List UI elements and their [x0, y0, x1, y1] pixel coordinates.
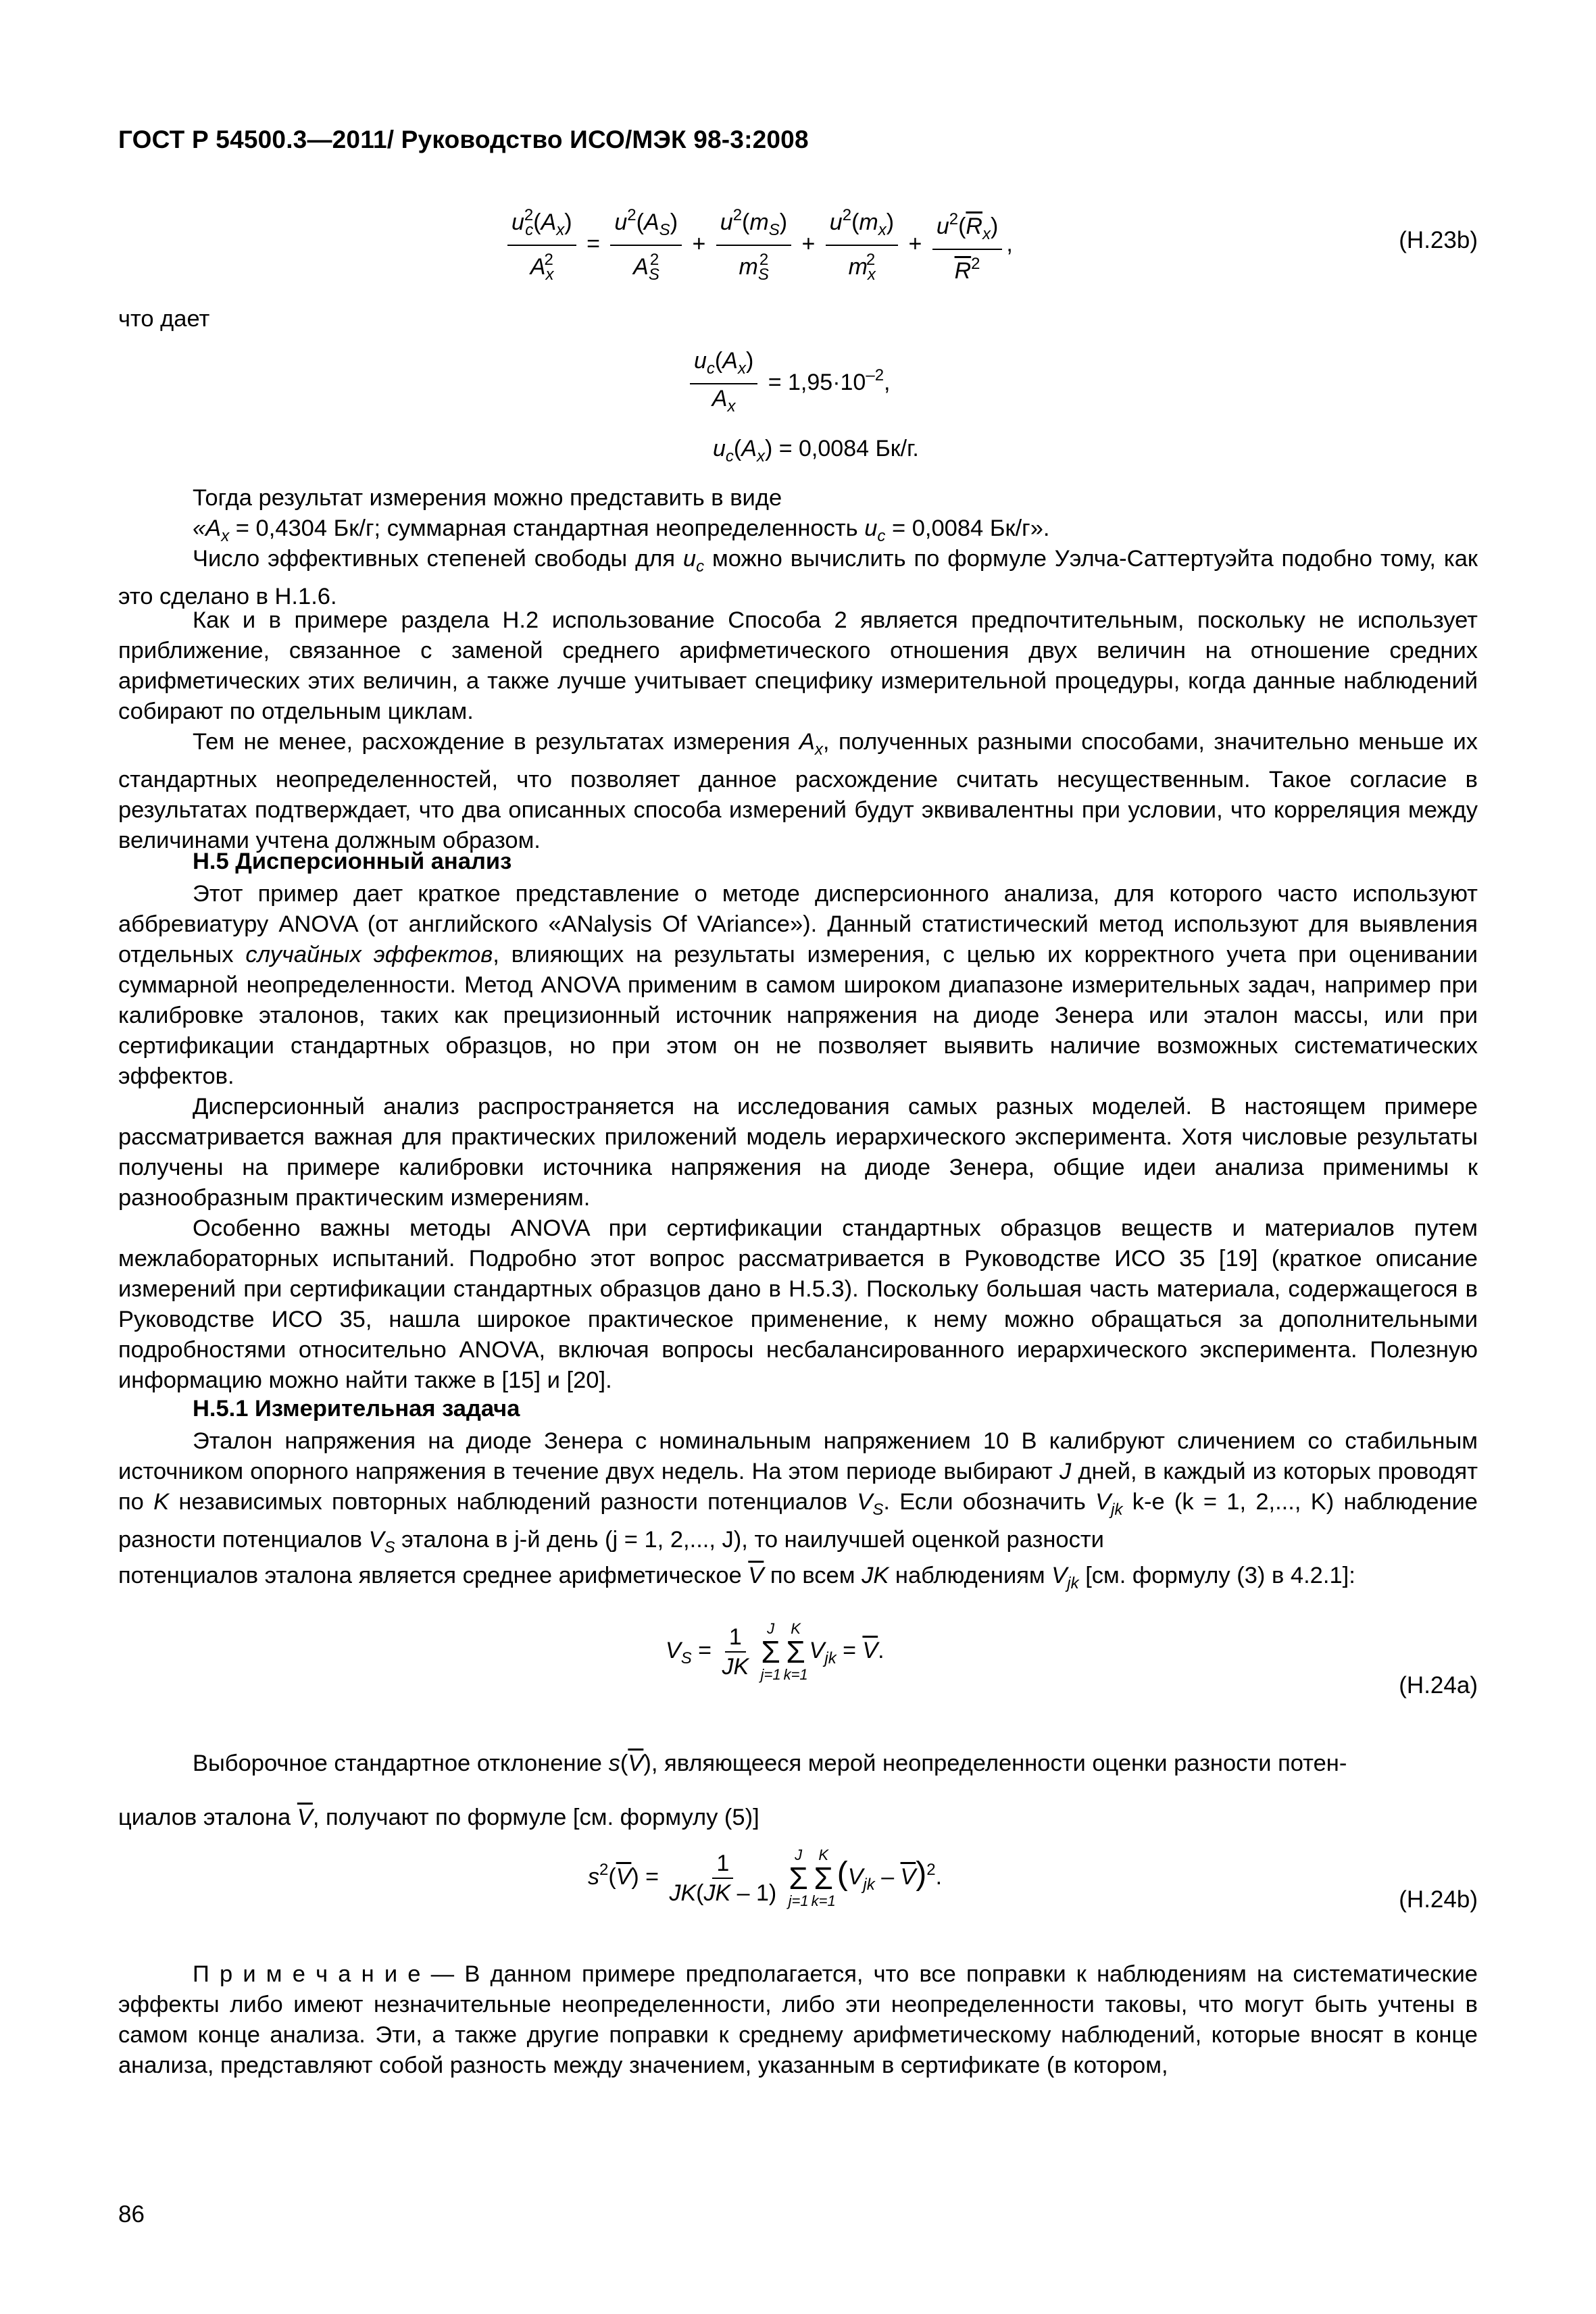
paragraph-1: Тогда результат измерения можно представить в виде: [193, 485, 782, 511]
document-header: ГОСТ Р 54500.3—2011/ Руководство ИСО/МЭК 98-3:2008: [118, 126, 809, 153]
paragraph-7: Дисперсионный анализ распространяется на исследования самых разных моделей. В настоящем примере рассматривается важная для практических приложений модель иерархического эксперимента. Хотя числовые результаты получены на примере калибровки источника напряжения на диоде Зенера, общие идеи анализа применимы к разнообразным практическим измерениям.: [118, 1094, 1478, 1211]
paragraph-3: Число эффективных степеней свободы для $u_c$ можно вычислить по формуле Уэлча-Саттертуэйта подобно тому, как это сделано в H.1.6.: [118, 546, 1478, 609]
section-heading-h51: H.5.1 Измерительная задача: [193, 1396, 520, 1422]
section-heading-h5: H.5 Дисперсионный анализ: [193, 849, 512, 874]
equation-number-h24b: (H.24b): [1399, 1886, 1478, 1913]
paragraph-12: циалов эталона $\overline{V}$, получают по формуле [см. формулу (5)]: [118, 1805, 759, 1830]
paragraph-6: Этот пример дает краткое представление о методе дисперсионного анализа, для которого часто используют аббревиатуру ANOVA (от английского «ANalysis Of VAriance»). Данный статистический метод используют для выявления отдельных случайных эффектов, влияющих на результаты измерения, с целью их корректного учета при оценивании суммарной неопределенности. Метод ANOVA применим в самом широком диапазоне измерительных задач, например при калибровке эталонов, таких как прецизионный источник напряжения на диоде Зенера или эталон массы, или при сертификации стандартных образцов, но при этом он не позволяет выявить наличие возможных систематических эффектов.: [118, 881, 1478, 1089]
paragraph-9: Эталон напряжения на диоде Зенера с номинальным напряжением 10 В калибруют сличением со стабильным источником опорного напряжения в течение двух недель. На этом периоде выбирают J дней, в каждый из которых проводят по K независимых повторных наблюдений разности потенциалов $V_S$. Если обозначить $V_{jk}$ k-е (k = 1, 2,..., K) наблюдение разности потенциалов $V_S$ эталона в j-й день (j = 1, 2,..., J), то наилучшей оценкой разности: [118, 1428, 1478, 1557]
equation-uc-value: $u_c(A_x) = 0,0084$ Бк/г.: [713, 436, 919, 466]
note-paragraph: П р и м е ч а н и е — В данном примере предполагается, что все поправки к наблюдениям на систематические эффекты либо имеют незначительные неопределенности, либо эти неопределенности таковы, что могут быть учтены в самом конце анализа. Эти, а также другие поправки к среднему арифметическому наблюдений, которые вносят в конце анализа, представляют собой разность между значением, указанным в сертификате (в котором,: [118, 1961, 1478, 2078]
page-number: 86: [118, 2201, 145, 2228]
equation-uc-relative: $\frac{u_c(A_x)}{A_x}$ = $1,95\cdot 10^{-2}$,: [686, 348, 891, 420]
equation-h24b: $s^2(\overline{V})$ = $\frac{1}{JK(JK - 1)}$ J Σ j=1 K Σ k=1 $(V_{jk} - \overline{V})^2$.: [588, 1846, 943, 1909]
equation-h23b: $\frac{u^2_c(A_x)}{A_x^2}$ = $\frac{u^2(A_S)}{A_S^2}$ + $\frac{u^2(m_S)}{m_S^2}$ + $\frac{u^2(m_x)}{m_x^2}$ + $\frac{u^2(\overline{R}_x)}{\overline{R}^2}$ ,: [503, 203, 1013, 288]
equation-number-h23b: (H.23b): [1399, 227, 1478, 253]
paragraph-4: Как и в примере раздела H.2 использование Способа 2 является предпочтительным, поскольку не использует приближение, связанное с заменой среднего арифметического отношения двух величин на отношение средних арифметических этих величин, а также лучше учитывает специфику измерительной процедуры, когда данные наблюдений собирают по отдельным циклам.: [118, 607, 1478, 724]
paragraph-8: Особенно важны методы ANOVA при сертификации стандартных образцов веществ и материалов путем межлабораторных испытаний. Подробно этот вопрос рассматривается в Руководстве ИСО 35 [19] (краткое описание измерений при сертификации стандартных образцов дано в H.5.3). Поскольку большая часть материала, содержащегося в Руководстве ИСО 35, нашла широкое практическое применение, к нему можно обращаться за дополнительными подробностями относительно ANOVA, включая вопросы несбалансированного иерархического эксперимента. Полезную информацию можно найти также в [15] и [20].: [118, 1215, 1478, 1393]
paragraph-2: «$A_x = 0,4304$ Бк/г; суммарная стандартная неопределенность $u_c = 0,0084$ Бк/г».: [193, 515, 1050, 545]
text-gives: что дает: [118, 306, 210, 332]
equation-h24a: $V_S$ = $\frac{1}{JK}$ J Σ j=1 K Σ k=1 $V_{jk} = \overline{V}$.: [666, 1620, 884, 1683]
equation-number-h24a: (H.24a): [1399, 1672, 1478, 1699]
paragraph-11: Выборочное стандартное отклонение $s(\overline{V})$, являющееся мерой неопределенности оценки разности потен-: [193, 1751, 1347, 1776]
paragraph-5: Тем не менее, расхождение в результатах измерения $A_x$, полученных разными способами, значительно меньше их стандартных неопределенностей, что позволяет данное расхождение считать несущественным. Такое согласие в результатах подтверждает, что два описанных способа измерений будут эквивалентны при условии, что корреляция между величинами учтена должным образом.: [118, 729, 1478, 853]
paragraph-10: потенциалов эталона является среднее арифметическое $\overline{V}$ по всем JK наблюдениям $V_{jk}$ [см. формулу (3) в 4.2.1]:: [118, 1563, 1355, 1592]
